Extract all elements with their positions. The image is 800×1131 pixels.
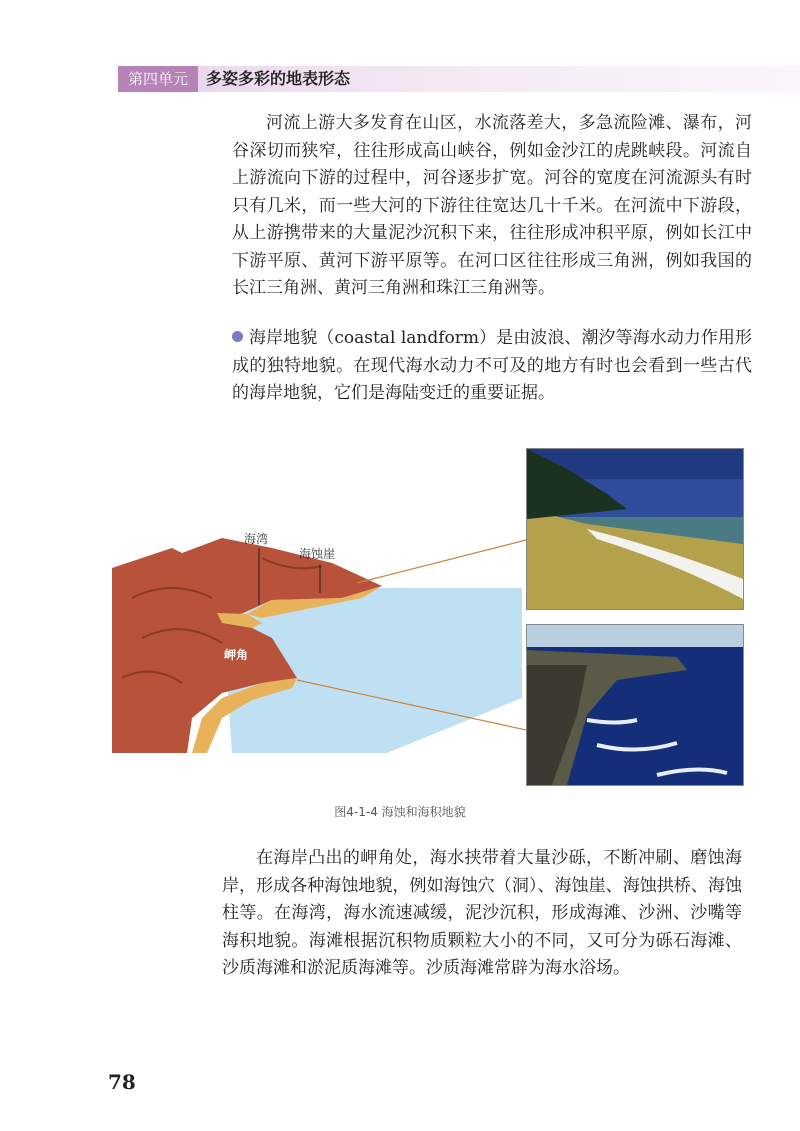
bullet-icon — [232, 331, 243, 342]
cliff-photo — [526, 624, 744, 786]
label-bay: 海湾 — [244, 532, 269, 546]
beach-photo — [526, 448, 744, 610]
figure-caption: 图4-1-4 海蚀和海积地貌 — [334, 805, 466, 819]
label-cliff: 海蚀崖 — [299, 547, 336, 561]
paragraph-coastal — [232, 325, 752, 408]
paragraph-erosion: 在海岸凸出的岬角处，海水挟带着大量沙砾，不断冲刷、磨蚀海岸，形成各种海蚀地貌，例如海蚀穴（洞）、海蚀崖、海蚀拱桥、海蚀柱等。在海湾，海水流速减缓，泥沙沉积，形成海滩、沙洲、沙嘴等海积地貌。海滩根据沉积物质颗粒大小的不同，又可分为砾石海滩、沙质海滩和淤泥质海滩等。沙质海滩常辟为海水浴场。 — [222, 848, 742, 978]
paragraph-river: 河流上游大多发育在山区，水流落差大，多急流险滩、瀑布，河谷深切而狭窄，往往形成高山峡谷，例如金沙江的虎跳峡段。河流自上游流向下游的过程中，河谷逐步扩宽。河谷的宽度在河流源头有时只有几米，而一些大河的下游往往宽达几十千米。在河流中下游段，从上游携带来的大量泥沙沉积下来，往往形成冲积平原，例如长江中下游平原、黄河下游平原等。在河口区往往形成三角洲，例如我国的长江三角洲、黄河三角洲和珠江三角洲等。 — [232, 113, 752, 298]
coastal-figure — [112, 448, 752, 788]
paragraph-coastal-text: 海岸地貌（coastal landform）是由波浪、潮汐等海水动力作用形成的独特地貌。在现代海水动力不可及的地方有时也会看到一些古代的海岸地貌，它们是海陆变迁的重要证据。 — [232, 328, 752, 403]
unit-header — [118, 66, 800, 92]
unit-title: 多姿多彩的地表形态 — [206, 69, 351, 88]
label-cape: 岬角 — [224, 648, 249, 662]
unit-label: 第四单元 — [118, 66, 198, 92]
page-number: 78 — [108, 1070, 136, 1094]
